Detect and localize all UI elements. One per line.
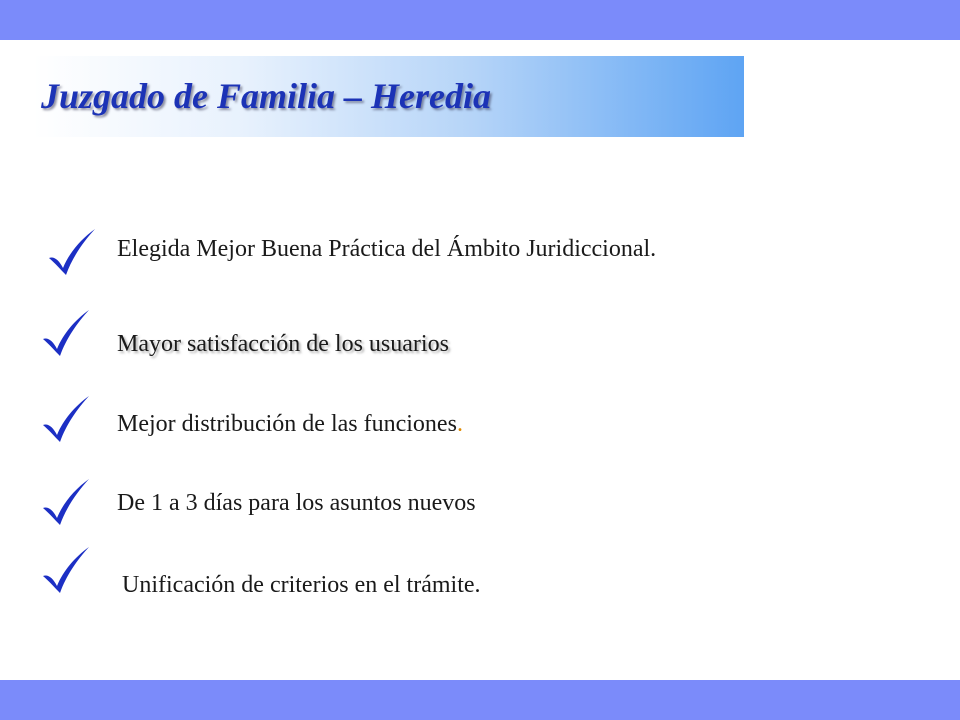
check-mark-icon	[40, 477, 92, 529]
list-item-3-text: Mejor distribución de las funciones	[117, 411, 457, 437]
top-decorative-band	[0, 0, 960, 40]
check-mark-icon	[46, 227, 98, 279]
check-mark-icon	[40, 545, 92, 597]
list-item-3	[117, 412, 463, 436]
list-item-4: De 1 a 3 días para los asuntos nuevos	[117, 490, 476, 516]
title-banner	[33, 56, 744, 137]
slide-title: Juzgado de Familia – Heredia	[41, 76, 491, 116]
list-item-1: Elegida Mejor Buena Práctica del Ámbito Juridiccional.	[117, 236, 657, 262]
list-item-3-period: .	[456, 411, 463, 437]
list-item-5: Unificación de criterios en el trámite.	[122, 572, 481, 598]
check-mark-icon	[40, 394, 92, 446]
check-mark-icon	[40, 308, 92, 360]
list-item-2: Mayor satisfacción de los usuarios	[117, 331, 449, 357]
bottom-decorative-band	[0, 680, 960, 720]
